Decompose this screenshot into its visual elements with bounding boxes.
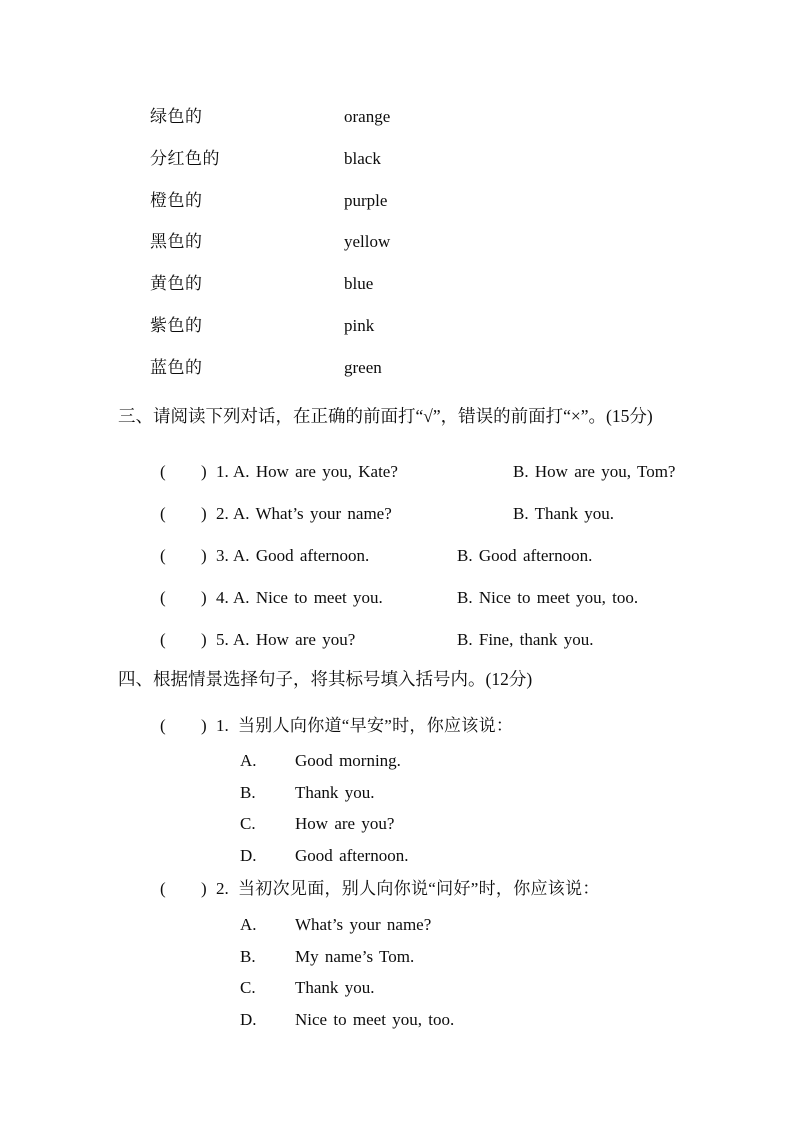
item-number: 5. <box>216 630 229 649</box>
option-row <box>240 946 660 978</box>
question-1-line <box>160 715 720 739</box>
question-prompt: 当别人向你道“早安”时，你应该说： <box>238 716 514 735</box>
option-text: Good morning. <box>295 751 401 770</box>
dialogue-option-b: B. How are you, Tom? <box>513 462 676 481</box>
dialogue-option-a: A. Nice to meet you. <box>233 588 383 607</box>
dialogue-option-b: B. Thank you. <box>513 504 615 523</box>
dialogue-item <box>160 587 720 629</box>
chinese-color-word: 橙色的 <box>150 190 203 210</box>
chinese-color-word: 黄色的 <box>150 274 203 294</box>
option-row <box>240 977 660 1009</box>
option-text: What’s your name? <box>295 915 432 934</box>
answer-bracket-close: ) <box>201 588 207 607</box>
option-row <box>240 1009 660 1041</box>
option-text: Thank you. <box>295 978 375 997</box>
chinese-color-word: 绿色的 <box>150 107 203 126</box>
match-row <box>150 148 570 190</box>
color-matching-section <box>150 106 570 399</box>
chinese-color-word: 黑色的 <box>150 232 203 252</box>
answer-bracket-open: ( <box>160 716 166 735</box>
option-row <box>240 813 660 845</box>
option-row <box>240 845 660 877</box>
answer-bracket-close: ) <box>201 504 207 523</box>
chinese-color-word: 蓝色的 <box>150 357 203 377</box>
dialogue-option-a: A. How are you? <box>233 630 356 649</box>
dialogue-option-a: A. Good afternoon. <box>233 546 370 565</box>
question-2-line <box>160 878 720 902</box>
question-prompt: 当初次见面，别人向你说“问好”时，你应该说： <box>238 879 600 898</box>
option-letter: C. <box>240 978 256 997</box>
english-color-word: pink <box>344 315 375 335</box>
english-color-word: yellow <box>344 232 391 252</box>
item-number: 4. <box>216 588 229 607</box>
item-number: 2. <box>216 504 229 523</box>
option-letter: D. <box>240 845 257 865</box>
answer-bracket-open: ( <box>160 879 166 898</box>
dialogue-option-a: A. How are you, Kate? <box>233 462 398 481</box>
item-number: 1. <box>216 462 229 481</box>
answer-bracket-open: ( <box>160 546 166 565</box>
match-row <box>150 190 570 232</box>
english-color-word: green <box>344 357 382 377</box>
answer-bracket-close: ) <box>201 630 207 649</box>
section4-heading: 四、根据情景选择句子，将其标号填入括号内。(12分) <box>118 669 533 689</box>
dialogue-item <box>160 629 720 671</box>
answer-bracket-close: ) <box>201 879 207 898</box>
answer-bracket-close: ) <box>201 546 207 565</box>
dialogue-item <box>160 503 720 545</box>
answer-bracket-close: ) <box>201 462 207 481</box>
english-color-word: orange <box>344 107 391 126</box>
match-row <box>150 106 570 148</box>
match-row <box>150 315 570 357</box>
option-text: Good afternoon. <box>295 845 409 865</box>
option-letter: D. <box>240 1009 257 1029</box>
option-letter: B. <box>240 946 256 966</box>
option-row <box>240 914 660 946</box>
english-color-word: purple <box>344 190 388 210</box>
answer-bracket-open: ( <box>160 462 166 481</box>
option-text: Nice to meet you, too. <box>295 1009 455 1029</box>
english-color-word: blue <box>344 274 374 294</box>
match-row <box>150 273 570 315</box>
section3-heading: 三、请阅读下列对话，在正确的前面打“√”，错误的前面打“×”。(15分) <box>118 406 653 426</box>
question-number: 1. <box>216 716 229 735</box>
dialogue-option-b: B. Nice to meet you, too. <box>457 588 639 607</box>
option-letter: B. <box>240 782 256 802</box>
answer-bracket-open: ( <box>160 504 166 523</box>
answer-bracket-close: ) <box>201 716 207 735</box>
question-2-options <box>240 914 660 1040</box>
option-letter: A. <box>240 915 257 934</box>
option-text: My name’s Tom. <box>295 946 415 966</box>
section3-items <box>160 461 720 671</box>
match-row <box>150 231 570 273</box>
dialogue-option-b: B. Fine, thank you. <box>457 630 594 649</box>
option-letter: A. <box>240 751 257 770</box>
answer-bracket-open: ( <box>160 588 166 607</box>
question-number: 2. <box>216 879 229 898</box>
match-row <box>150 357 570 399</box>
option-text: Thank you. <box>295 782 375 802</box>
dialogue-item <box>160 545 720 587</box>
dialogue-option-a: A. What’s your name? <box>233 504 392 523</box>
dialogue-option-b: B. Good afternoon. <box>457 546 593 565</box>
english-color-word: black <box>344 148 381 168</box>
question-1-options <box>240 750 660 876</box>
dialogue-item <box>160 461 720 503</box>
chinese-color-word: 分红色的 <box>150 148 220 168</box>
item-number: 3. <box>216 546 229 565</box>
option-row <box>240 750 660 782</box>
chinese-color-word: 紫色的 <box>150 315 203 335</box>
option-letter: C. <box>240 814 256 833</box>
option-text: How are you? <box>295 814 395 833</box>
option-row <box>240 782 660 814</box>
answer-bracket-open: ( <box>160 630 166 649</box>
